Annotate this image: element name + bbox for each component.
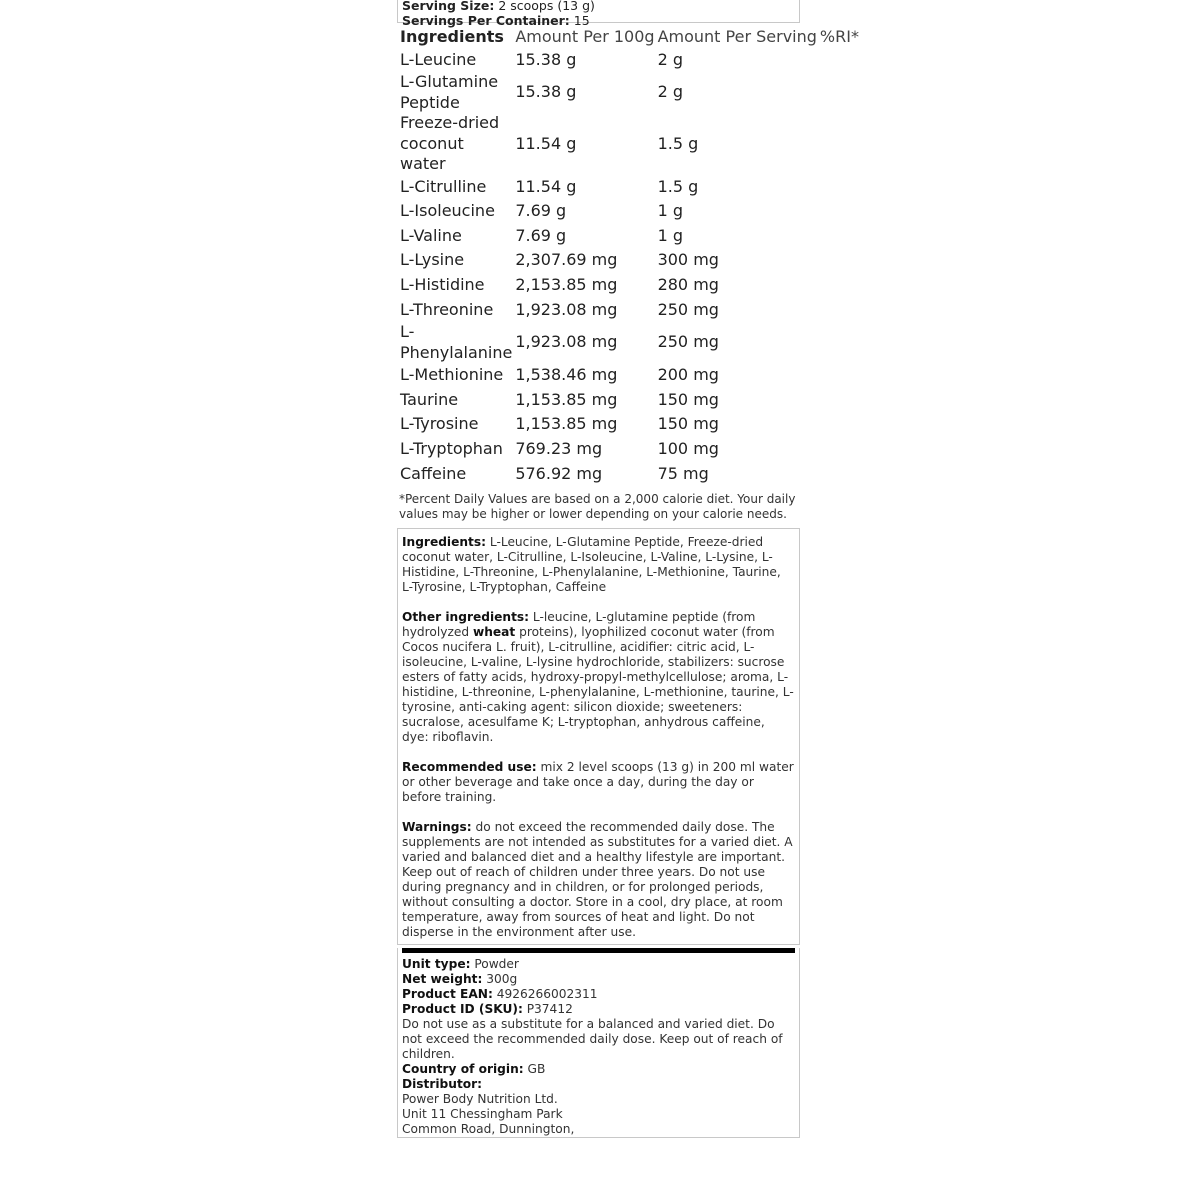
header-nrv: %RI* — [819, 27, 859, 46]
table-row — [397, 462, 859, 487]
amount-per-serving: 100 mg — [657, 438, 719, 458]
amount-per-serving: 250 mg — [657, 332, 719, 352]
table-row — [397, 412, 859, 437]
ingredient-name: L-Phenylalanine — [400, 322, 513, 362]
nrv-value — [817, 322, 859, 363]
other-ingredients-label: Other ingredients: — [402, 610, 530, 625]
nrv-value — [817, 363, 859, 388]
recommended-use-label: Recommended use: — [402, 760, 537, 775]
amount-per-serving: 150 mg — [657, 389, 719, 409]
header-ingredients: Ingredients — [400, 27, 504, 46]
divider-thick — [402, 948, 795, 953]
nrv-value — [817, 437, 859, 462]
servings-per-container-label: Servings Per Container: — [402, 13, 570, 28]
servings-per-container-line — [402, 13, 793, 28]
ingredient-name: Taurine — [400, 389, 459, 409]
amount-per-serving: 2 g — [657, 82, 683, 102]
origin-value: GB — [523, 1062, 546, 1077]
table-row — [397, 322, 859, 363]
serving-info-box — [397, 0, 800, 28]
amount-per-serving: 1.5 g — [657, 133, 699, 153]
amount-per-serving: 200 mg — [657, 365, 719, 385]
servings-per-container-value: 15 — [573, 13, 590, 28]
ingredient-name: L-Histidine — [400, 275, 485, 295]
table-row — [397, 175, 859, 200]
ingredient-name: Caffeine — [400, 463, 467, 483]
ingredient-name: L-Citrulline — [400, 176, 487, 196]
amount-per-serving: 280 mg — [657, 275, 719, 295]
ingredient-name: L-Threonine — [400, 299, 494, 319]
nrv-value — [817, 273, 859, 298]
sku-line — [402, 1002, 795, 1017]
ingredient-name: L-Glutamine Peptide — [400, 72, 499, 112]
table-row — [397, 437, 859, 462]
ingredients-text: L-Leucine, L-Glutamine Peptide, Freeze-dried coconut water, L-Citrulline, L-Isoleucine, L-Valine, L-Lysine, L-Histidine, L-Threonine, L-Phenylalanine, L-Methionine, Taurine, L-Tyrosine, L-Tryptophan, Caffeine — [402, 535, 781, 595]
ingredient-name: L-Lysine — [400, 250, 465, 270]
distributor-address-1: Power Body Nutrition Ltd. — [402, 1092, 558, 1107]
nrv-value — [817, 113, 859, 175]
ingredients-label: Ingredients: — [402, 535, 487, 550]
ean-line — [402, 987, 795, 1002]
ean-label: Product EAN: — [402, 987, 493, 1002]
amount-per-100g: 1,153.85 mg — [515, 389, 618, 409]
warnings-text: do not exceed the recommended daily dose. The supplements are not intended as substitutes for a varied diet. A varied and balanced diet and a healthy lifestyle are important. Keep out of reach of children under three years. Do not use during pregnancy and in children, or for prolonged periods, without consulting a doctor. Store in a cool, dry place, at room temperature, away from sources of heat and light. Do not disperse in the environment after use. — [402, 820, 793, 940]
header-amount-per-serving: Amount Per Serving — [657, 27, 817, 46]
amount-per-100g: 15.38 g — [515, 49, 577, 69]
table-row — [397, 224, 859, 249]
ingredients-paragraph — [402, 535, 795, 595]
amount-per-100g: 7.69 g — [515, 201, 567, 221]
amount-per-serving: 2 g — [657, 49, 683, 69]
ingredient-name: L-Leucine — [400, 49, 477, 69]
amount-per-100g: 2,307.69 mg — [515, 250, 618, 270]
table-row — [397, 113, 859, 175]
nutrition-table-header — [397, 27, 859, 48]
net-weight-label: Net weight: — [402, 972, 483, 987]
amount-per-serving: 1.5 g — [657, 176, 699, 196]
table-row — [397, 298, 859, 323]
warnings-paragraph — [402, 820, 795, 940]
serving-size-value: 2 scoops (13 g) — [498, 0, 595, 13]
ingredient-name: L-Isoleucine — [400, 201, 495, 221]
nrv-value — [817, 412, 859, 437]
allergen-wheat: wheat — [472, 625, 516, 640]
amount-per-100g: 1,153.85 mg — [515, 414, 618, 434]
distributor-address-2: Unit 11 Chessingham Park — [402, 1107, 563, 1122]
amount-per-serving: 75 mg — [657, 463, 709, 483]
net-weight-value: 300g — [482, 972, 518, 987]
amount-per-serving: 1 g — [657, 225, 683, 245]
table-row — [397, 48, 859, 73]
recommended-use-text: mix 2 level scoops (13 g) in 200 ml water or other beverage and take once a day, during the day or before training. — [402, 760, 794, 805]
table-row — [397, 363, 859, 388]
amount-per-100g: 7.69 g — [515, 225, 567, 245]
distributor-label: Distributor: — [402, 1077, 483, 1092]
sku-label: Product ID (SKU): — [402, 1002, 523, 1017]
nrv-value — [817, 462, 859, 487]
ingredient-name: L-Valine — [400, 225, 462, 245]
nrv-value — [817, 72, 859, 113]
nrv-value — [817, 248, 859, 273]
table-row — [397, 72, 859, 113]
serving-size-line — [402, 0, 793, 13]
amount-per-serving: 1 g — [657, 201, 683, 221]
origin-label: Country of origin: — [402, 1062, 524, 1077]
origin-line — [402, 1062, 795, 1077]
other-ingredients-paragraph — [402, 610, 795, 745]
nrv-value — [817, 48, 859, 73]
nrv-value — [817, 298, 859, 323]
nutrition-table-body — [397, 48, 859, 487]
sku-value: P37412 — [522, 1002, 573, 1017]
nutrition-label — [397, 0, 859, 1138]
amount-per-100g: 1,538.46 mg — [515, 365, 618, 385]
other-ingredients-text-1: L-leucine, L-glutamine peptide (from hydrolyzed — [402, 610, 756, 640]
net-weight-line — [402, 972, 795, 987]
amount-per-serving: 250 mg — [657, 299, 719, 319]
unit-type-line — [402, 957, 795, 972]
unit-type-label: Unit type: — [402, 957, 471, 972]
amount-per-100g: 11.54 g — [515, 176, 577, 196]
recommended-use-paragraph — [402, 760, 795, 805]
nrv-value — [817, 175, 859, 200]
daily-value-footnote: *Percent Daily Values are based on a 2,000 calorie diet. Your daily values may be higher or lower depending on your calorie needs. — [399, 492, 796, 522]
ean-value: 4926266002311 — [492, 987, 598, 1002]
amount-per-100g: 1,923.08 mg — [515, 332, 618, 352]
amount-per-100g: 2,153.85 mg — [515, 275, 618, 295]
amount-per-100g: 769.23 mg — [515, 438, 603, 458]
serving-size-label: Serving Size: — [402, 0, 495, 13]
nrv-value — [817, 224, 859, 249]
other-ingredients-text-2: proteins), lyophilized coconut water (from Cocos nucifera L. fruit), L-citrulline, acidifier: citric acid, L-isoleucine, L-valine, L-lysine hydrochloride, stabilizers: sucrose esters of fatty acids, hydroxy-propyl-methylcellulose; aroma, L-histidine, L-threonine, L-phenylalanine, L-methionine, taurine, L-tyrosine, anti-caking agent: silicon dioxide; sweeteners: sucralose, acesulfame K; L-tryptophan, anhydrous caffeine, dye: riboflavin. — [402, 625, 794, 745]
table-row — [397, 248, 859, 273]
nutrition-table — [397, 27, 859, 486]
product-info-box — [397, 948, 800, 1138]
ingredients-box — [397, 528, 800, 945]
header-amount-per-100g: Amount Per 100g — [515, 27, 655, 46]
table-row — [397, 199, 859, 224]
nrv-value — [817, 388, 859, 413]
unit-type-value: Powder — [470, 957, 519, 972]
warnings-label: Warnings: — [402, 820, 472, 835]
table-row — [397, 273, 859, 298]
ingredient-name: L-Methionine — [400, 365, 504, 385]
table-row — [397, 388, 859, 413]
ingredient-name: L-Tryptophan — [400, 438, 503, 458]
amount-per-100g: 11.54 g — [515, 133, 577, 153]
disclaimer-text: Do not use as a substitute for a balanced and varied diet. Do not exceed the recommended daily dose. Keep out of reach of children. — [402, 1017, 783, 1062]
nrv-value — [817, 199, 859, 224]
distributor-address-3: Common Road, Dunnington, — [402, 1122, 575, 1137]
amount-per-serving: 150 mg — [657, 414, 719, 434]
amount-per-100g: 1,923.08 mg — [515, 299, 618, 319]
amount-per-100g: 576.92 mg — [515, 463, 603, 483]
distributor-line — [402, 1077, 795, 1092]
amount-per-100g: 15.38 g — [515, 82, 577, 102]
amount-per-serving: 300 mg — [657, 250, 719, 270]
ingredient-name: L-Tyrosine — [400, 414, 479, 434]
ingredient-name: Freeze-dried coconut water — [400, 113, 500, 174]
